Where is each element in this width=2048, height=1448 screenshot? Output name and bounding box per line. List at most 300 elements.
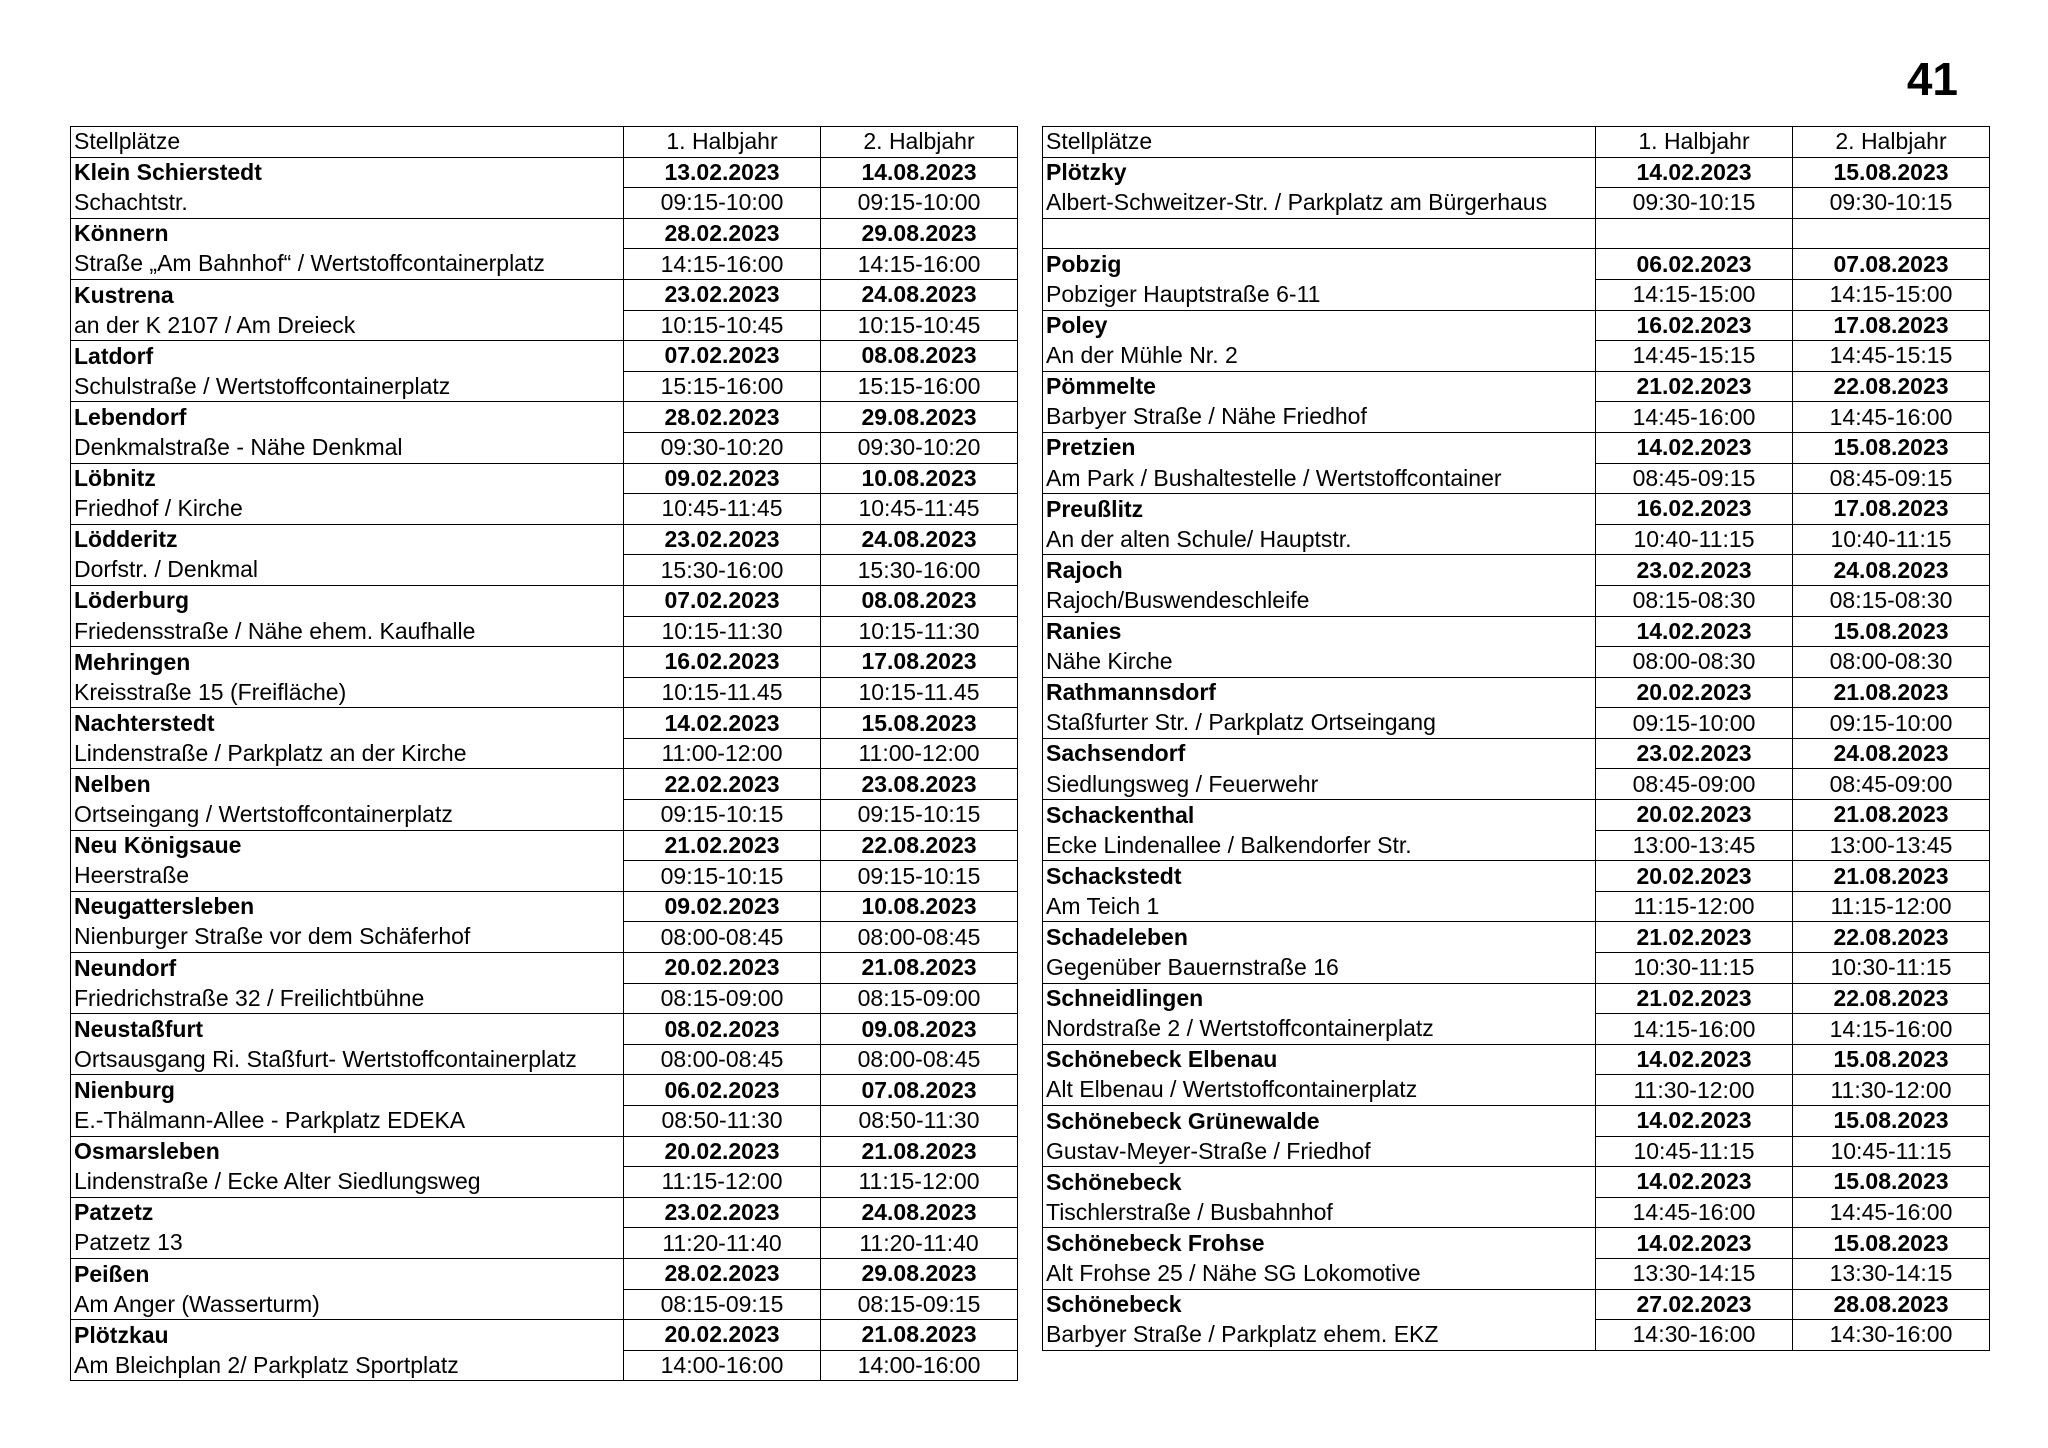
location-address: Friedensstraße / Nähe ehem. Kaufhalle [71,616,624,647]
date-second-half: 08.08.2023 [821,585,1018,616]
date-first-half: 14.02.2023 [1596,432,1793,463]
time-second-half: 08:00-08:45 [821,922,1018,953]
date-first-half: 16.02.2023 [624,647,821,678]
address-row [71,922,1018,953]
address-row [1043,402,1990,433]
location-name: Latdorf [71,341,624,372]
address-row [71,1228,1018,1259]
time-second-half: 08:15-08:30 [1793,585,1990,616]
time-second-half: 11:20-11:40 [821,1228,1018,1259]
time-second-half: 09:30-10:20 [821,432,1018,463]
date-first-half: 20.02.2023 [1596,677,1793,708]
location-row [1043,249,1990,280]
location-row [1043,218,1990,249]
header-second-half: 2. Halbjahr [1793,127,1990,158]
location-name: Rajoch [1043,555,1596,586]
time-second-half: 14:30-16:00 [1793,1320,1990,1351]
location-address: Ortsausgang Ri. Staßfurt- Wertstoffcontainerplatz [71,1044,624,1075]
time-second-half: 14:45-16:00 [1793,402,1990,433]
location-address: An der alten Schule/ Hauptstr. [1043,524,1596,555]
date-first-half: 14.02.2023 [1596,1228,1793,1259]
address-row [71,616,1018,647]
date-first-half: 09.02.2023 [624,463,821,494]
location-name: Patzetz [71,1197,624,1228]
date-second-half: 29.08.2023 [821,218,1018,249]
address-row [1043,769,1990,800]
address-row [1043,524,1990,555]
header-second-half: 2. Halbjahr [821,127,1018,158]
time-first-half: 14:15-16:00 [624,249,821,280]
date-second-half: 24.08.2023 [821,1197,1018,1228]
location-name [1043,218,1596,249]
address-row [1043,188,1990,219]
location-row [71,1136,1018,1167]
date-second-half: 29.08.2023 [821,1258,1018,1289]
header-place: Stellplätze [1043,127,1596,158]
time-second-half: 09:15-10:00 [1793,708,1990,739]
location-row [1043,922,1990,953]
location-address: Nähe Kirche [1043,647,1596,678]
location-row [71,1014,1018,1045]
time-first-half: 14:45-16:00 [1596,1197,1793,1228]
time-first-half: 08:50-11:30 [624,1106,821,1137]
location-row [1043,983,1990,1014]
address-row [71,800,1018,831]
location-row [71,1258,1018,1289]
time-second-half: 08:45-09:15 [1793,463,1990,494]
address-row [71,738,1018,769]
location-row [1043,371,1990,402]
time-second-half: 14:15-16:00 [821,249,1018,280]
date-second-half: 24.08.2023 [821,279,1018,310]
time-first-half: 09:30-10:20 [624,432,821,463]
location-address: Pobziger Hauptstraße 6-11 [1043,279,1596,310]
address-row [71,1350,1018,1381]
date-first-half: 27.02.2023 [1596,1289,1793,1320]
location-address: Nienburger Straße vor dem Schäferhof [71,922,624,953]
date-first-half: 14.02.2023 [1596,616,1793,647]
location-row [1043,432,1990,463]
date-second-half: 15.08.2023 [1793,432,1990,463]
date-first-half: 07.02.2023 [624,585,821,616]
location-name: Pömmelte [1043,371,1596,402]
time-second-half: 09:30-10:15 [1793,188,1990,219]
address-row [1043,1197,1990,1228]
location-name: Neundorf [71,953,624,984]
location-name: Schackstedt [1043,861,1596,892]
header-first-half: 1. Halbjahr [624,127,821,158]
date-second-half [1793,218,1990,249]
location-row [1043,555,1990,586]
location-address: E.-Thälmann-Allee - Parkplatz EDEKA [71,1106,624,1137]
location-name: Schönebeck Grünewalde [1043,1106,1596,1137]
header-place: Stellplätze [71,127,624,158]
date-second-half: 15.08.2023 [1793,1228,1990,1259]
schedule-table-left [70,126,1018,1381]
address-row [71,494,1018,525]
location-address: Ecke Lindenallee / Balkendorfer Str. [1043,830,1596,861]
date-second-half: 15.08.2023 [1793,157,1990,188]
date-second-half: 29.08.2023 [821,402,1018,433]
date-first-half: 23.02.2023 [624,279,821,310]
location-address: Patzetz 13 [71,1228,624,1259]
address-row [1043,1075,1990,1106]
time-second-half: 08:50-11:30 [821,1106,1018,1137]
location-row [71,891,1018,922]
location-name: Schackenthal [1043,800,1596,831]
date-first-half: 23.02.2023 [1596,555,1793,586]
date-second-half: 22.08.2023 [1793,371,1990,402]
time-first-half: 14:15-15:00 [1596,279,1793,310]
date-first-half: 20.02.2023 [624,1136,821,1167]
location-row [1043,157,1990,188]
location-name: Schadeleben [1043,922,1596,953]
date-first-half: 21.02.2023 [1596,371,1793,402]
page-number: 41 [1906,53,1958,105]
location-name: Sachsendorf [1043,738,1596,769]
time-first-half: 15:30-16:00 [624,555,821,586]
location-address: Lindenstraße / Ecke Alter Siedlungsweg [71,1167,624,1198]
time-second-half: 08:15-09:15 [821,1289,1018,1320]
time-second-half: 10:45-11:45 [821,494,1018,525]
location-name: Neugattersleben [71,891,624,922]
location-name: Schneidlingen [1043,983,1596,1014]
time-second-half: 14:45-16:00 [1793,1197,1990,1228]
table-header-row [71,127,1018,158]
location-address: Schachtstr. [71,188,624,219]
time-second-half: 14:45-15:15 [1793,341,1990,372]
time-second-half: 10:30-11:15 [1793,953,1990,984]
location-row [1043,1044,1990,1075]
address-row [71,188,1018,219]
table-header-row [1043,127,1990,158]
address-row [1043,1258,1990,1289]
location-address: Friedrichstraße 32 / Freilichtbühne [71,983,624,1014]
location-name: Poley [1043,310,1596,341]
time-second-half: 10:45-11:15 [1793,1136,1990,1167]
right-table-body [1043,127,1990,1351]
location-address: Am Park / Bushaltestelle / Wertstoffcontainer [1043,463,1596,494]
time-first-half: 14:45-15:15 [1596,341,1793,372]
location-address: Denkmalstraße - Nähe Denkmal [71,432,624,463]
address-row [71,310,1018,341]
time-second-half: 11:15-12:00 [1793,891,1990,922]
time-second-half: 09:15-10:00 [821,188,1018,219]
location-name: Plötzkau [71,1320,624,1351]
location-address: Alt Elbenau / Wertstoffcontainerplatz [1043,1075,1596,1106]
address-row [1043,1014,1990,1045]
location-address: Dorfstr. / Denkmal [71,555,624,586]
date-first-half: 22.02.2023 [624,769,821,800]
address-row [1043,1320,1990,1351]
location-address: Rajoch/Buswendeschleife [1043,585,1596,616]
time-first-half: 10:45-11:15 [1596,1136,1793,1167]
time-second-half: 09:15-10:15 [821,861,1018,892]
date-second-half: 21.08.2023 [1793,861,1990,892]
location-name: Schönebeck Frohse [1043,1228,1596,1259]
location-address: Albert-Schweitzer-Str. / Parkplatz am Bürgerhaus [1043,188,1596,219]
date-first-half: 21.02.2023 [624,830,821,861]
date-first-half: 14.02.2023 [624,708,821,739]
location-name: Ranies [1043,616,1596,647]
time-first-half: 15:15-16:00 [624,371,821,402]
date-second-half: 21.08.2023 [821,1320,1018,1351]
date-first-half: 09.02.2023 [624,891,821,922]
location-row [71,830,1018,861]
location-row [71,524,1018,555]
date-first-half: 08.02.2023 [624,1014,821,1045]
location-row [1043,310,1990,341]
location-row [1043,738,1990,769]
date-second-half: 21.08.2023 [821,953,1018,984]
date-first-half: 28.02.2023 [624,1258,821,1289]
date-second-half: 24.08.2023 [821,524,1018,555]
time-second-half: 11:00-12:00 [821,738,1018,769]
date-first-half: 21.02.2023 [1596,983,1793,1014]
location-address: Alt Frohse 25 / Nähe SG Lokomotive [1043,1258,1596,1289]
date-second-half: 14.08.2023 [821,157,1018,188]
date-second-half: 28.08.2023 [1793,1289,1990,1320]
location-row [1043,616,1990,647]
date-second-half: 24.08.2023 [1793,738,1990,769]
location-address: Barbyer Straße / Nähe Friedhof [1043,402,1596,433]
time-first-half: 13:30-14:15 [1596,1258,1793,1289]
address-row [71,555,1018,586]
location-name: Klein Schierstedt [71,157,624,188]
location-name: Nienburg [71,1075,624,1106]
location-name: Pobzig [1043,249,1596,280]
address-row [1043,585,1990,616]
address-row [1043,708,1990,739]
date-second-half: 22.08.2023 [1793,922,1990,953]
time-first-half: 09:15-10:00 [624,188,821,219]
location-name: Lebendorf [71,402,624,433]
date-first-half: 06.02.2023 [624,1075,821,1106]
location-address: Am Teich 1 [1043,891,1596,922]
location-name: Neu Königsaue [71,830,624,861]
date-first-half: 14.02.2023 [1596,1044,1793,1075]
location-row [1043,1289,1990,1320]
location-name: Löbnitz [71,463,624,494]
time-first-half: 08:15-08:30 [1596,585,1793,616]
location-address: Am Anger (Wasserturm) [71,1289,624,1320]
time-first-half: 10:15-10:45 [624,310,821,341]
time-first-half: 08:45-09:00 [1596,769,1793,800]
date-first-half: 13.02.2023 [624,157,821,188]
location-row [1043,1228,1990,1259]
time-second-half: 15:30-16:00 [821,555,1018,586]
date-first-half: 23.02.2023 [624,1197,821,1228]
location-row [71,341,1018,372]
date-second-half: 21.08.2023 [821,1136,1018,1167]
location-address: Tischlerstraße / Busbahnhof [1043,1197,1596,1228]
date-second-half: 15.08.2023 [1793,1044,1990,1075]
location-address: Schulstraße / Wertstoffcontainerplatz [71,371,624,402]
location-name: Plötzky [1043,157,1596,188]
time-first-half: 08:00-08:45 [624,922,821,953]
location-name: Lödderitz [71,524,624,555]
time-second-half: 08:00-08:30 [1793,647,1990,678]
location-name: Schönebeck [1043,1289,1596,1320]
date-second-half: 21.08.2023 [1793,800,1990,831]
time-second-half: 14:15-15:00 [1793,279,1990,310]
location-name: Neustaßfurt [71,1014,624,1045]
date-first-half: 06.02.2023 [1596,249,1793,280]
date-second-half: 15.08.2023 [1793,1167,1990,1198]
location-address: Gegenüber Bauernstraße 16 [1043,953,1596,984]
date-second-half: 15.08.2023 [1793,1106,1990,1137]
time-first-half: 14:30-16:00 [1596,1320,1793,1351]
time-second-half: 14:15-16:00 [1793,1014,1990,1045]
location-address: Ortseingang / Wertstoffcontainerplatz [71,800,624,831]
date-first-half: 23.02.2023 [1596,738,1793,769]
location-address: Gustav-Meyer-Straße / Friedhof [1043,1136,1596,1167]
location-name: Preußlitz [1043,494,1596,525]
time-first-half: 13:00-13:45 [1596,830,1793,861]
date-first-half: 28.02.2023 [624,402,821,433]
location-name: Pretzien [1043,432,1596,463]
date-second-half: 07.08.2023 [1793,249,1990,280]
address-row [1043,830,1990,861]
location-name: Kustrena [71,279,624,310]
time-first-half: 14:15-16:00 [1596,1014,1793,1045]
time-first-half: 08:00-08:45 [624,1044,821,1075]
date-second-half: 21.08.2023 [1793,677,1990,708]
date-second-half: 24.08.2023 [1793,555,1990,586]
date-first-half: 23.02.2023 [624,524,821,555]
time-first-half: 08:00-08:30 [1596,647,1793,678]
address-row [71,677,1018,708]
location-row [71,157,1018,188]
date-second-half: 22.08.2023 [1793,983,1990,1014]
time-first-half: 14:45-16:00 [1596,402,1793,433]
location-name: Könnern [71,218,624,249]
address-row [71,1106,1018,1137]
schedule-table-right [1042,126,1990,1351]
address-row [1043,279,1990,310]
date-second-half: 22.08.2023 [821,830,1018,861]
time-second-half: 10:15-10:45 [821,310,1018,341]
date-first-half: 20.02.2023 [1596,861,1793,892]
location-address: Friedhof / Kirche [71,494,624,525]
header-first-half: 1. Halbjahr [1596,127,1793,158]
time-second-half: 10:15-11:30 [821,616,1018,647]
location-row [71,402,1018,433]
location-row [71,769,1018,800]
time-second-half: 08:00-08:45 [821,1044,1018,1075]
date-second-half: 23.08.2023 [821,769,1018,800]
date-second-half: 08.08.2023 [821,341,1018,372]
location-row [71,1320,1018,1351]
date-second-half: 09.08.2023 [821,1014,1018,1045]
time-first-half: 09:15-10:15 [624,800,821,831]
location-address: an der K 2107 / Am Dreieck [71,310,624,341]
time-first-half: 09:15-10:15 [624,861,821,892]
address-row [71,1044,1018,1075]
date-first-half: 14.02.2023 [1596,157,1793,188]
left-table-body [71,127,1018,1381]
time-first-half: 09:30-10:15 [1596,188,1793,219]
location-name: Löderburg [71,585,624,616]
date-first-half: 07.02.2023 [624,341,821,372]
location-address: Lindenstraße / Parkplatz an der Kirche [71,738,624,769]
location-address: Heerstraße [71,861,624,892]
time-second-half: 13:30-14:15 [1793,1258,1990,1289]
date-second-half: 17.08.2023 [1793,310,1990,341]
address-row [71,249,1018,280]
date-second-half: 10.08.2023 [821,463,1018,494]
time-first-half: 10:30-11:15 [1596,953,1793,984]
date-second-half: 15.08.2023 [821,708,1018,739]
address-row [71,432,1018,463]
address-row [1043,341,1990,372]
location-address: Siedlungsweg / Feuerwehr [1043,769,1596,800]
date-second-half: 15.08.2023 [1793,616,1990,647]
location-address: An der Mühle Nr. 2 [1043,341,1596,372]
date-first-half: 14.02.2023 [1596,1106,1793,1137]
location-name: Rathmannsdorf [1043,677,1596,708]
location-row [71,953,1018,984]
location-row [1043,494,1990,525]
location-name: Nachterstedt [71,708,624,739]
date-second-half: 07.08.2023 [821,1075,1018,1106]
time-first-half: 10:45-11:45 [624,494,821,525]
address-row [1043,953,1990,984]
location-row [71,708,1018,739]
location-address: Barbyer Straße / Parkplatz ehem. EKZ [1043,1320,1596,1351]
location-row [1043,800,1990,831]
date-first-half: 21.02.2023 [1596,922,1793,953]
location-row [71,463,1018,494]
time-first-half: 14:00-16:00 [624,1350,821,1381]
date-first-half: 20.02.2023 [624,1320,821,1351]
address-row [1043,1136,1990,1167]
location-row [71,1075,1018,1106]
time-first-half: 11:00-12:00 [624,738,821,769]
time-first-half: 11:15-12:00 [1596,891,1793,922]
time-second-half: 09:15-10:15 [821,800,1018,831]
address-row [1043,647,1990,678]
time-first-half: 11:20-11:40 [624,1228,821,1259]
location-name: Schönebeck [1043,1167,1596,1198]
location-row [1043,1167,1990,1198]
time-first-half: 10:40-11:15 [1596,524,1793,555]
location-row [1043,861,1990,892]
time-first-half: 08:15-09:15 [624,1289,821,1320]
time-second-half: 13:00-13:45 [1793,830,1990,861]
time-first-half: 08:45-09:15 [1596,463,1793,494]
location-address: Kreisstraße 15 (Freifläche) [71,677,624,708]
date-second-half: 10.08.2023 [821,891,1018,922]
address-row [1043,891,1990,922]
date-first-half [1596,218,1793,249]
time-second-half: 08:15-09:00 [821,983,1018,1014]
date-first-half: 20.02.2023 [624,953,821,984]
location-address: Straße „Am Bahnhof“ / Wertstoffcontainerplatz [71,249,624,280]
location-row [71,585,1018,616]
time-second-half: 14:00-16:00 [821,1350,1018,1381]
time-second-half: 08:45-09:00 [1793,769,1990,800]
date-first-half: 28.02.2023 [624,218,821,249]
time-first-half: 10:15-11:30 [624,616,821,647]
location-row [71,1197,1018,1228]
date-second-half: 17.08.2023 [821,647,1018,678]
time-second-half: 10:15-11.45 [821,677,1018,708]
address-row [71,861,1018,892]
time-first-half: 11:15-12:00 [624,1167,821,1198]
address-row [71,1167,1018,1198]
location-row [71,647,1018,678]
